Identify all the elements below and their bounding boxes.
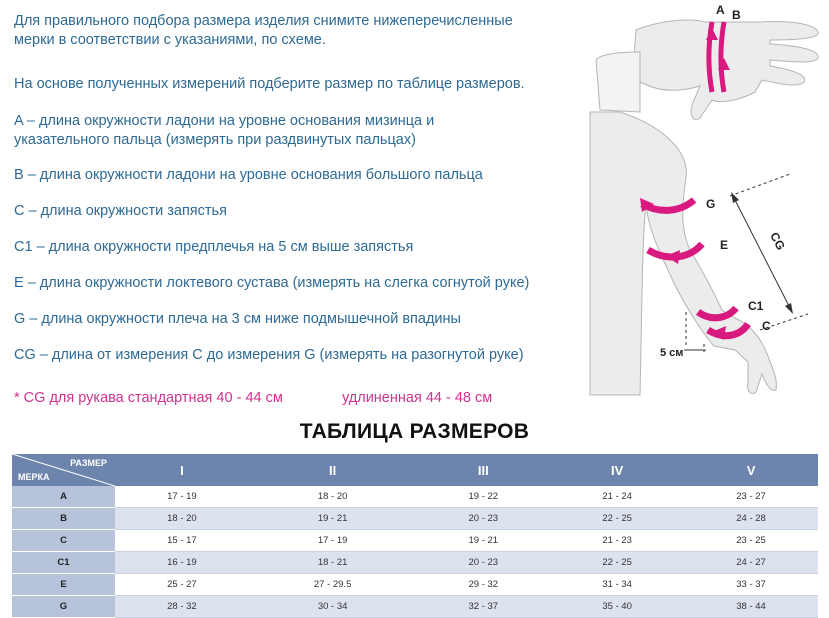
note-long: удлиненная 44 - 48 см xyxy=(342,390,493,406)
table-row xyxy=(12,574,818,596)
size-value-cell: 18 - 21 xyxy=(249,552,416,574)
size-value-cell: 19 - 21 xyxy=(249,508,416,530)
diagram-label-b: B xyxy=(732,8,741,22)
diagram-label-c: C xyxy=(762,319,771,333)
size-column-header: I xyxy=(115,454,249,486)
size-value-cell: 30 - 34 xyxy=(249,596,416,618)
size-value-cell: 22 - 25 xyxy=(550,508,684,530)
measure-label-cell: C1 xyxy=(12,552,115,574)
size-value-cell: 32 - 37 xyxy=(416,596,550,618)
diagram-label-cg: CG xyxy=(767,229,788,253)
measure-c: C – длина окружности запястья xyxy=(14,203,227,219)
size-value-cell: 24 - 28 xyxy=(684,508,818,530)
size-value-cell: 25 - 27 xyxy=(115,574,249,596)
size-column-header: V xyxy=(684,454,818,486)
table-row xyxy=(12,596,818,618)
diagram-label-e: E xyxy=(720,238,729,252)
diagram-label-g: G xyxy=(706,197,716,211)
measure-a-line-2: указательного пальца (измерять при раздвинутых пальцах) xyxy=(14,132,416,148)
measure-label-cell: E xyxy=(12,574,115,596)
size-value-cell: 18 - 20 xyxy=(115,508,249,530)
intro-line-3: На основе полученных измерений подберите размер по таблице размеров. xyxy=(14,76,525,92)
size-table-corner xyxy=(12,454,115,486)
measure-g: G – длина окружности плеча на 3 см ниже подмышечной впадины xyxy=(14,311,461,327)
intro-line-1: Для правильного подбора размера изделия снимите нижеперечисленные xyxy=(14,13,513,29)
size-value-cell: 21 - 23 xyxy=(550,530,684,552)
measure-label-cell: C xyxy=(12,530,115,552)
size-table xyxy=(12,454,818,618)
size-table-header-row xyxy=(12,454,818,486)
size-value-cell: 27 - 29.5 xyxy=(249,574,416,596)
size-value-cell: 31 - 34 xyxy=(550,574,684,596)
measure-label-cell: G xyxy=(12,596,115,618)
size-value-cell: 18 - 20 xyxy=(249,486,416,508)
measure-b: B – длина окружности ладони на уровне основания большого пальца xyxy=(14,167,483,183)
size-value-cell: 22 - 25 xyxy=(550,552,684,574)
table-row xyxy=(12,552,818,574)
size-value-cell: 17 - 19 xyxy=(249,530,416,552)
size-value-cell: 28 - 32 xyxy=(115,596,249,618)
measure-c1: C1 – длина окружности предплечья на 5 см выше запястья xyxy=(14,239,414,255)
measure-label-cell: B xyxy=(12,508,115,530)
size-value-cell: 15 - 17 xyxy=(115,530,249,552)
size-value-cell: 16 - 19 xyxy=(115,552,249,574)
size-column-header: II xyxy=(249,454,416,486)
size-value-cell: 19 - 22 xyxy=(416,486,550,508)
table-row xyxy=(12,530,818,552)
note-standard: * CG для рукава стандартная 40 - 44 см xyxy=(14,390,283,406)
diagram-label-c1: C1 xyxy=(748,299,764,313)
size-value-cell: 23 - 25 xyxy=(684,530,818,552)
size-value-cell: 29 - 32 xyxy=(416,574,550,596)
size-value-cell: 20 - 23 xyxy=(416,508,550,530)
measure-e: E – длина окружности локтевого сустава (измерять на слегка согнутой руке) xyxy=(14,275,530,291)
size-value-cell: 21 - 24 xyxy=(550,486,684,508)
measure-a-line-1: A – длина окружности ладони на уровне основания мизинца и xyxy=(14,113,435,129)
corner-measure-label: МЕРКА xyxy=(18,472,50,482)
diagram-label-a: A xyxy=(716,3,725,17)
measure-cg: CG – длина от измерения C до измерения G (измерять на разогнутой руке) xyxy=(14,347,524,363)
size-value-cell: 20 - 23 xyxy=(416,552,550,574)
size-value-cell: 23 - 27 xyxy=(684,486,818,508)
size-value-cell: 33 - 37 xyxy=(684,574,818,596)
cg-arrow-bottom-icon xyxy=(785,303,793,314)
size-column-header: III xyxy=(416,454,550,486)
size-value-cell: 35 - 40 xyxy=(550,596,684,618)
size-value-cell: 19 - 21 xyxy=(416,530,550,552)
corner-size-label: РАЗМЕР xyxy=(70,458,107,468)
measure-label-cell: A xyxy=(12,486,115,508)
table-row xyxy=(12,486,818,508)
size-value-cell: 17 - 19 xyxy=(115,486,249,508)
size-column-header: IV xyxy=(550,454,684,486)
size-table-title: ТАБЛИЦА РАЗМЕРОВ xyxy=(299,420,530,443)
diagram-label-5cm: 5 см xyxy=(660,347,684,359)
size-value-cell: 38 - 44 xyxy=(684,596,818,618)
size-value-cell: 24 - 27 xyxy=(684,552,818,574)
intro-line-2: мерки в соответствии с указаниями, по схеме. xyxy=(14,32,326,48)
table-row xyxy=(12,508,818,530)
